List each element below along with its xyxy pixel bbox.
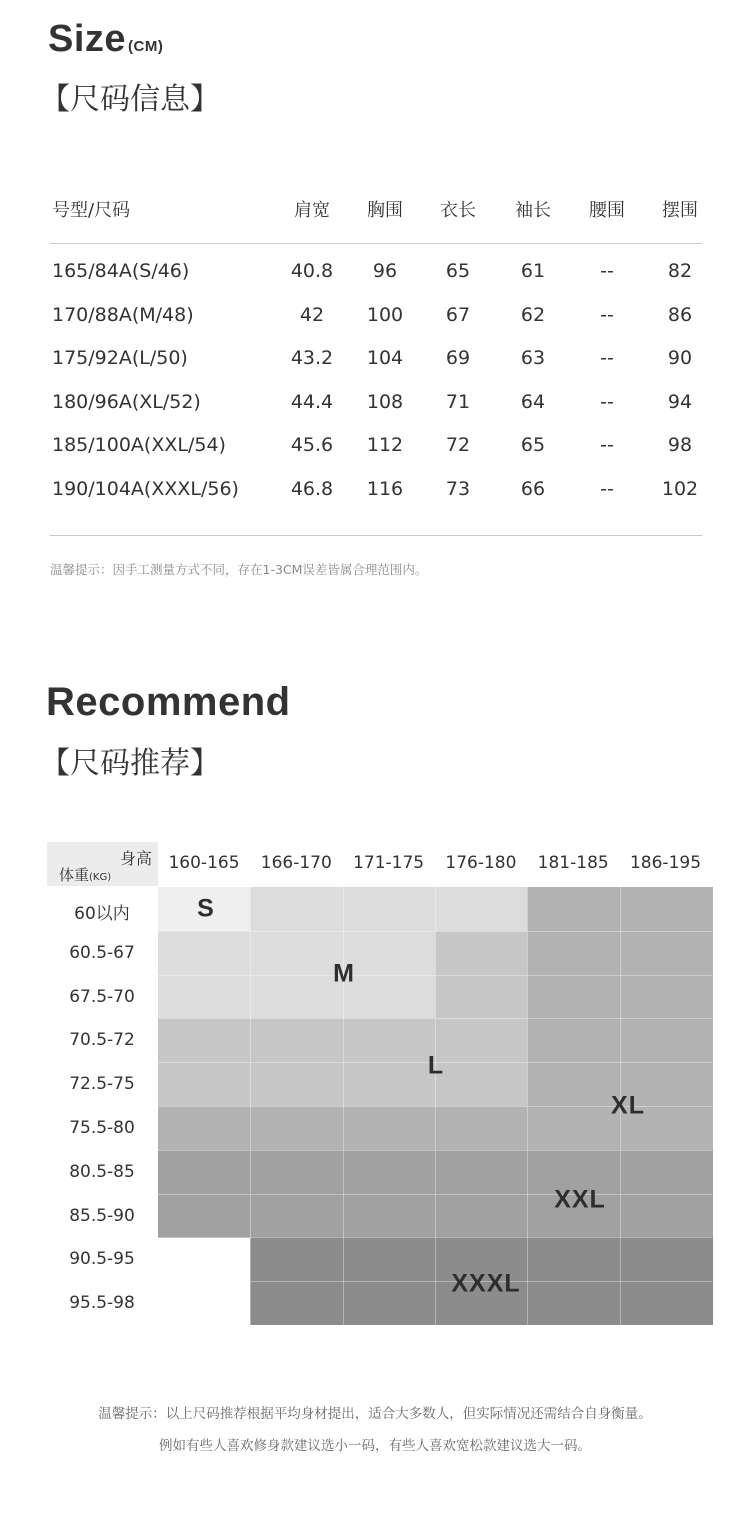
- size-cell-xxxl: [250, 1281, 343, 1325]
- table-cell: 64: [520, 390, 546, 413]
- size-cell-xl: [343, 1106, 436, 1150]
- size-cell-xl: [435, 1106, 528, 1150]
- size-cell-l: [343, 1018, 436, 1062]
- header-cell: 胸围: [367, 200, 403, 221]
- corner-weight-text: 体重: [59, 866, 90, 884]
- table-cell: 65: [520, 434, 546, 457]
- recommend-note-line2: 例如有些人喜欢修身款建议选小一码，有些人喜欢宽松款建议选大一码。: [159, 1438, 591, 1454]
- size-cell-xxl: [158, 1150, 251, 1194]
- size-cell-xxl: [250, 1150, 343, 1194]
- table-cell: --: [600, 260, 614, 282]
- table-cell: 96: [372, 260, 398, 282]
- table-cell: 72: [445, 434, 471, 457]
- size-cell-xxl: [620, 1194, 713, 1238]
- table-cell: 45.6: [290, 434, 334, 457]
- table-cell: 44.4: [290, 390, 334, 413]
- height-column-header: 160-165: [168, 853, 240, 873]
- zone-label-m: M: [333, 959, 355, 988]
- table-cell: 69: [445, 347, 471, 370]
- table-cell: 62: [520, 303, 546, 326]
- table-cell: 42: [299, 303, 325, 326]
- table-cell: 102: [661, 477, 699, 500]
- size-cell-m: [343, 887, 436, 931]
- weight-row-header: 90.5-95: [69, 1249, 135, 1270]
- size-cell-xxxl: [620, 1237, 713, 1281]
- zone-label-l: L: [427, 1051, 445, 1080]
- corner-height-label: 身高: [119, 849, 152, 868]
- size-cell-xl: [527, 887, 620, 931]
- table-cell: 86: [667, 303, 693, 326]
- size-cell-xxl: [250, 1194, 343, 1238]
- size-cell-xl: [527, 1018, 620, 1062]
- weight-row-header: 80.5-85: [69, 1161, 135, 1182]
- weight-row-header: 95.5-98: [69, 1293, 135, 1314]
- zone-label-xxl: XXL: [554, 1185, 606, 1214]
- table-cell: 63: [520, 347, 546, 370]
- table-cell: 170/88A(M/48): [52, 303, 194, 326]
- table-cell: 175/92A(L/50): [52, 347, 188, 370]
- size-cell-l: [250, 1018, 343, 1062]
- size-cell-m: [250, 931, 343, 975]
- size-title-cn: 【尺码信息】: [40, 82, 220, 117]
- size-cell-m: [158, 931, 251, 975]
- weight-row-header: 60以内: [74, 904, 130, 924]
- table-cell: 108: [366, 390, 404, 413]
- corner-weight-unit: (KG): [89, 872, 112, 883]
- size-cell-xl: [620, 887, 713, 931]
- size-cell-m: [435, 887, 528, 931]
- table-cell: 112: [366, 434, 404, 457]
- size-cell-xl: [527, 1106, 620, 1150]
- table-cell: 104: [366, 347, 404, 370]
- size-cell-xxxl: [527, 1237, 620, 1281]
- size-cell-xxxl: [343, 1281, 436, 1325]
- header-cell: 腰围: [589, 200, 625, 221]
- height-column-header: 186-195: [629, 853, 702, 873]
- size-cell-l: [343, 1062, 436, 1106]
- size-cell-xxxl: [527, 1281, 620, 1325]
- size-cell-xxl: [435, 1150, 528, 1194]
- grid-line: [527, 887, 528, 1325]
- grid-line: [435, 887, 436, 1325]
- size-cell-m: [250, 975, 343, 1019]
- grid-line: [343, 887, 344, 1325]
- table-cell: --: [600, 477, 614, 500]
- size-cell-l: [435, 1062, 528, 1106]
- size-cell-l: [158, 1062, 251, 1106]
- weight-row-header: 67.5-70: [69, 986, 135, 1007]
- size-cell-xl: [620, 975, 713, 1019]
- size-cell-l: [435, 1018, 528, 1062]
- table-cell: --: [600, 434, 614, 457]
- table-cell: 94: [667, 390, 693, 413]
- size-cell-xl: [250, 1106, 343, 1150]
- table-cell: 46.8: [290, 477, 334, 500]
- size-cell-xxl: [435, 1194, 528, 1238]
- size-cell-l: [158, 1018, 251, 1062]
- size-cell-m: [343, 931, 436, 975]
- height-column-header: 171-175: [353, 853, 425, 873]
- size-cell-xxl: [343, 1194, 436, 1238]
- size-cell-xl: [527, 931, 620, 975]
- zone-label-xxxl: XXXL: [451, 1269, 521, 1298]
- size-cell-l: [435, 931, 528, 975]
- table-cell: 116: [366, 477, 404, 500]
- table-cell: --: [600, 303, 614, 326]
- height-column-header: 181-185: [537, 853, 609, 873]
- size-title-text: Size: [48, 18, 127, 60]
- size-cell-xxl: [158, 1194, 251, 1238]
- header-cell: 肩宽: [294, 200, 330, 221]
- size-cell-l: [435, 975, 528, 1019]
- size-cell-xl: [527, 975, 620, 1019]
- weight-row-header: 75.5-80: [69, 1118, 135, 1138]
- size-cell-xxl: [343, 1150, 436, 1194]
- table-cell: 190/104A(XXXL/56): [52, 477, 239, 500]
- size-cell-xl: [620, 931, 713, 975]
- table-cell: 40.8: [290, 260, 334, 282]
- size-cell-xxl: [620, 1150, 713, 1194]
- size-unit: (CM): [128, 38, 164, 55]
- size-cell-xxxl: [620, 1281, 713, 1325]
- recommend-title-cn: 【尺码推荐】: [40, 746, 220, 781]
- size-cell-m: [343, 975, 436, 1019]
- table-cell: 67: [445, 303, 471, 326]
- table-cell: 43.2: [290, 347, 334, 370]
- header-cell: 衣长: [440, 200, 476, 221]
- header-cell: 号型/尺码: [52, 200, 131, 221]
- size-cell-xxxl: [343, 1237, 436, 1281]
- table-cell: --: [600, 347, 614, 370]
- table-cell: --: [600, 390, 614, 413]
- table-cell: 180/96A(XL/52): [52, 390, 201, 413]
- header-cell: 袖长: [515, 200, 551, 221]
- table-cell: 65: [445, 260, 471, 282]
- weight-row-header: 70.5-72: [69, 1030, 135, 1051]
- height-column-header: 176-180: [445, 853, 517, 873]
- recommend-note-line1: 温馨提示：以上尺码推荐根据平均身材提出，适合大多数人，但实际情况还需结合自身衡量。: [98, 1406, 652, 1422]
- size-cell-m: [158, 975, 251, 1019]
- table-cell: 82: [667, 260, 693, 282]
- header-cell: 摆围: [662, 200, 698, 221]
- size-cell-xxxl: [250, 1237, 343, 1281]
- table-cell: 165/84A(S/46): [52, 260, 190, 282]
- size-cell-l: [250, 1062, 343, 1106]
- size-cell-m: [250, 887, 343, 931]
- recommend-title: Recommend: [46, 680, 291, 724]
- table-cell: 90: [667, 347, 693, 370]
- table-cell: 71: [445, 390, 471, 413]
- size-cell-xl: [527, 1062, 620, 1106]
- weight-row-header: 60.5-67: [69, 942, 135, 963]
- grid-line: [250, 887, 251, 1325]
- weight-row-header: 85.5-90: [69, 1205, 135, 1226]
- zone-label-xl: XL: [611, 1091, 645, 1120]
- size-cell-xl: [158, 1106, 251, 1150]
- table-cell: 73: [445, 477, 471, 500]
- size-note: 温馨提示：因手工测量方式不同，存在1-3CM误差皆属合理范围内。: [50, 562, 428, 577]
- size-cell-xl: [620, 1018, 713, 1062]
- table-cell: 66: [520, 477, 546, 500]
- height-column-header: 166-170: [260, 853, 332, 873]
- weight-row-header: 72.5-75: [69, 1074, 135, 1095]
- table-cell: 100: [366, 303, 404, 326]
- table-cell: 185/100A(XXL/54): [52, 434, 226, 457]
- zone-label-s: S: [197, 894, 215, 923]
- table-cell: 98: [667, 434, 693, 457]
- table-cell: 61: [520, 260, 546, 282]
